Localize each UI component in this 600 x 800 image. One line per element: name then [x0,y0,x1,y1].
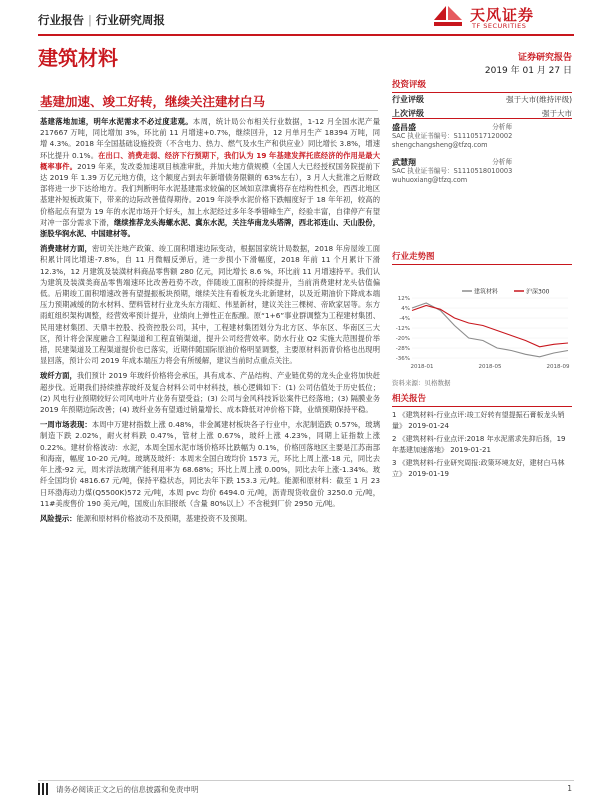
paragraph-highlight: 继续推荐龙头海螺水泥、冀东水泥，关注华南龙头塔牌，西北祁连山、天山股份，浙股华润水泥、中国建材等。 [40,217,381,239]
rating-row [392,93,572,107]
rating-value: 强于大市(维持评级) [506,95,572,104]
related-report-link[interactable]: 2 《建筑材料-行业点评:2018 年水泥需求先抑后扬，19 年基建加速落地》 2019-01-21 [392,435,566,454]
related-report-link[interactable]: 1 《建筑材料-行业点评:竣工好转有望提振石膏板龙头销量》 2019-01-24 [392,411,565,430]
chart-source: 资料来源：贝格数据 [392,379,451,387]
rating-key: 上次评级 [392,109,424,118]
paragraph-market [40,419,380,509]
legend-label: 沪深300 [526,288,550,296]
footer-divider [38,780,574,781]
series-line [412,303,568,357]
logo-name: 天风证券 [470,6,535,24]
paragraph-cement [40,116,380,239]
paragraph-lead: 风险提示： [40,513,77,523]
logo-sub: TF SECURITIES [472,22,527,30]
footer-disclaimer: 请务必阅读正文之后的信息披露和免责申明 [56,785,199,794]
report-subtitle: 基建加速、竣工好转，继续关注建材白马 [40,94,266,109]
trend-section [392,250,572,265]
header-category: 行业报告 [38,13,84,27]
x-tick-label: 2018-01 [410,364,434,370]
paragraph-fiberglass [40,370,380,415]
paragraph-text: 密切关注地产政策、竣工面积增速边际变动，根据国家统计局数据，2018 年房屋竣工面积累计同比增速-7.8%，自 11 月微幅反弹后，进一步损小下滑幅度，2018 年前 11 个月累计下滑 12.3%，12 月建筑及装潢材料商品零售额 280 亿元，同比增长 8.6 %，环比前 11 月增速持平。我们认为建筑及装潢类商品零售端速环比改善趋势不改，伴随竣工面积的持续提升，当前消费建材龙头估值偏低。后期竣工面积增速改善有望提振板块预期，继续关注有看板龙头北新建材，以及近期油价下降成本端压力预期减缓的防水材料、塑料管材行业龙头东方雨虹、伟星新材，建议关注三棵树、帝欧家居等。东方雨虹组织架构调整，经营效率预计提升，业绩向上弹性正在酝酿。原“1+6”事业群调整为工程建材集团、民用建材集团、天鼎丰控股、投资控股公司，其中，工程建材集团划分为北方区、华东区、华南区三大区，预计将会深度融合工程渠道和工程直销渠道，提升公司经营效率。防水行业 Q2 实施大范围提价举措，民建渠道及工程渠道提价也已落实，近期伴随国际原油价格明显调整，主要原材料沥青价格也出现明显回落，预计公司 2019 年成本端压力将会有所缓解，建议当前时点重点关注。 [40,244,381,366]
logo-mark-icon [432,2,466,32]
logo [432,2,572,34]
page-number: 1 [567,784,572,793]
analysts-panel [392,118,572,185]
analyst-card [392,158,572,185]
rating-value: 强于大市 [542,109,572,118]
trend-chart [392,286,572,376]
analyst-role: 分析师 [492,158,512,166]
report-date: 2019 年 01 月 27 日 [484,66,572,76]
paragraph-lead: 基建落地加速，明年水泥需求不必过度悲观。 [40,117,193,126]
y-tick-label: -4% [399,316,410,322]
rating-panel [392,78,572,121]
y-tick-label: -28% [395,346,410,352]
y-tick-label: -12% [395,326,410,332]
analyst-name: 盛昌盛 [392,123,416,132]
rating-key: 行业评级 [392,95,424,104]
breadcrumb: 行业报告 | 行业研究周报 [38,13,165,27]
analyst-cert: SAC 执业证书编号：S1110517120002 [392,132,513,140]
header-subcategory: 行业研究周报 [95,13,165,27]
paragraph-lead: 玻纤方面， [40,371,77,381]
paragraph-consumer [40,243,380,366]
series-line [412,306,568,347]
y-tick-label: 4% [401,306,410,312]
analyst-card [392,123,572,150]
report-body [40,116,380,528]
paragraph-risk [40,513,380,524]
analyst-email[interactable]: shengchangsheng@tfzq.com [392,141,488,149]
analyst-cert: SAC 执业证书编号：S1110518010003 [392,167,513,175]
page-title: 建筑材料 [38,46,118,70]
related-report-link[interactable]: 3 《建筑材料-行业研究周报:政策环境友好，建材白马林立》 2019-01-19 [392,459,565,478]
rating-section-title: 投资评级 [392,78,572,93]
paragraph-highlight: 在出口、消费走弱、经济下行预期下，我们认为 19 年基建发挥托底经济的作用是最大概率事件。 [40,150,381,171]
y-tick-label: 12% [397,296,410,302]
analyst-email[interactable]: wuhuoxiang@tfzq.com [392,176,468,184]
report-type: 证券研究报告 [517,53,572,63]
y-tick-label: -36% [395,356,410,362]
y-tick-label: -20% [395,336,410,342]
paragraph-text: 本周中万建材指数上涨 0.48%，非金属建材板块各子行业中，水泥制造跌 0.57%，玻璃制造下跌 2.02%，耐火材料跌 0.47%，管材上涨 0.67%，玻纤上涨 4.23%，同期上证指数上涨 0.22%。建材价格波动：水泥，本周全国水泥市场价格环比跌幅为 0.1%，价格回落地区主要是江苏南部和海南，幅度 10-20 元/吨。玻璃及玻纤：本周末全国白玻均价 1573 元，环比上周上涨-18 元，同比去年上涨-92 元，周末浮法玻璃产能利用率为 68.68%；环比上周上涨 0.00%，同比去年上涨-1.34%。玻纤全国均价 4816.67 元/吨，保持平稳状态，同比去年下跌 153.3 元/吨。能源和原材料：截至 1 月 23 日环渤海动力煤(Q5500K)572 元/吨，本周 pvc 均价 6494.0 元/吨，沥青现货收盘价 3250.0 元/吨，11#美废售价 190 美元/吨，国废山东旧报纸（含量 80%以上）不含税到厂价 2950 元/吨。 [40,420,381,508]
trend-chart-svg [392,286,572,376]
analyst-name: 武慧翔 [392,158,416,167]
trend-section-title: 行业走势图 [392,250,572,265]
qr-code-icon [38,783,50,795]
paragraph-text: 2019 年来，发改委加速项目核准审批，并加大地方债规模（全国人大已经授权国务院提前下达 2019 年 1.39 万亿元地方债，这个额度占到去年新增债务限额的 63%左右），3 月人大批准之后财政部将进一步下达给地方。我们判断明年水泥基建需求较偏的区域如京津冀将存在结构性机会，西西北地区基建补短板政策下，带来的边际改善值得期待。2019 年淡季水泥价格下跌幅度好于 18 年年初，较高的价格起点有望为 19 年的水泥市场开个好头，加上水泥经过多年冬季错峰生产，经验丰富，自律停产有望对冲一部分需求下滑， [40,161,380,227]
x-tick-label: 2018-09 [546,364,570,370]
analyst-role: 分析师 [492,123,512,131]
paragraph-text: 能源和原材料价格波动不及预期，基建投资不及预期。 [76,513,252,523]
paragraph-text: 我们预计 2019 年玻纤价格将会承压，具有成本、产品结构、产业链优势的龙头企业将加快赶超步伐。近期我们持续推荐玻纤及复合材料公司中材科技，核心逻辑如下：(1) 公司估值处于历史低位；(2) 风电行业预期较好公司风电叶片业务有望受益；(3) 公司与金风科技诉讼案件已经落地；(3) 隔膜业务 2019 年预期边际改善；(4) 玻纤业务有望通过销量增长、成本降低对冲价格下降，业绩预期保持平稳。 [40,371,380,415]
top-divider [38,34,574,36]
paragraph-text: 本周，统计局公布相关行业数据，1-12 月全国水泥产量 217667 万吨，同比增加 3%，环比前 11 月增速+0.7%，继续回升，12 月单月生产 18394 万吨，同增 4.3%。2018 年全国基础设施投资（不含电力、热力、燃气及水生产和供应业）同比增长 3.8%，增速环比提升 0.1%。 [40,117,381,160]
legend-label: 建筑材料 [474,288,499,296]
analysts-divider [392,118,572,119]
subtitle-divider [38,110,378,111]
paragraph-lead: 一周市场表现： [40,420,92,430]
x-tick-label: 2018-05 [478,364,502,370]
paragraph-lead: 消费建材方面， [40,244,92,254]
related-reports [392,392,572,479]
related-section-title: 相关报告 [392,392,572,407]
